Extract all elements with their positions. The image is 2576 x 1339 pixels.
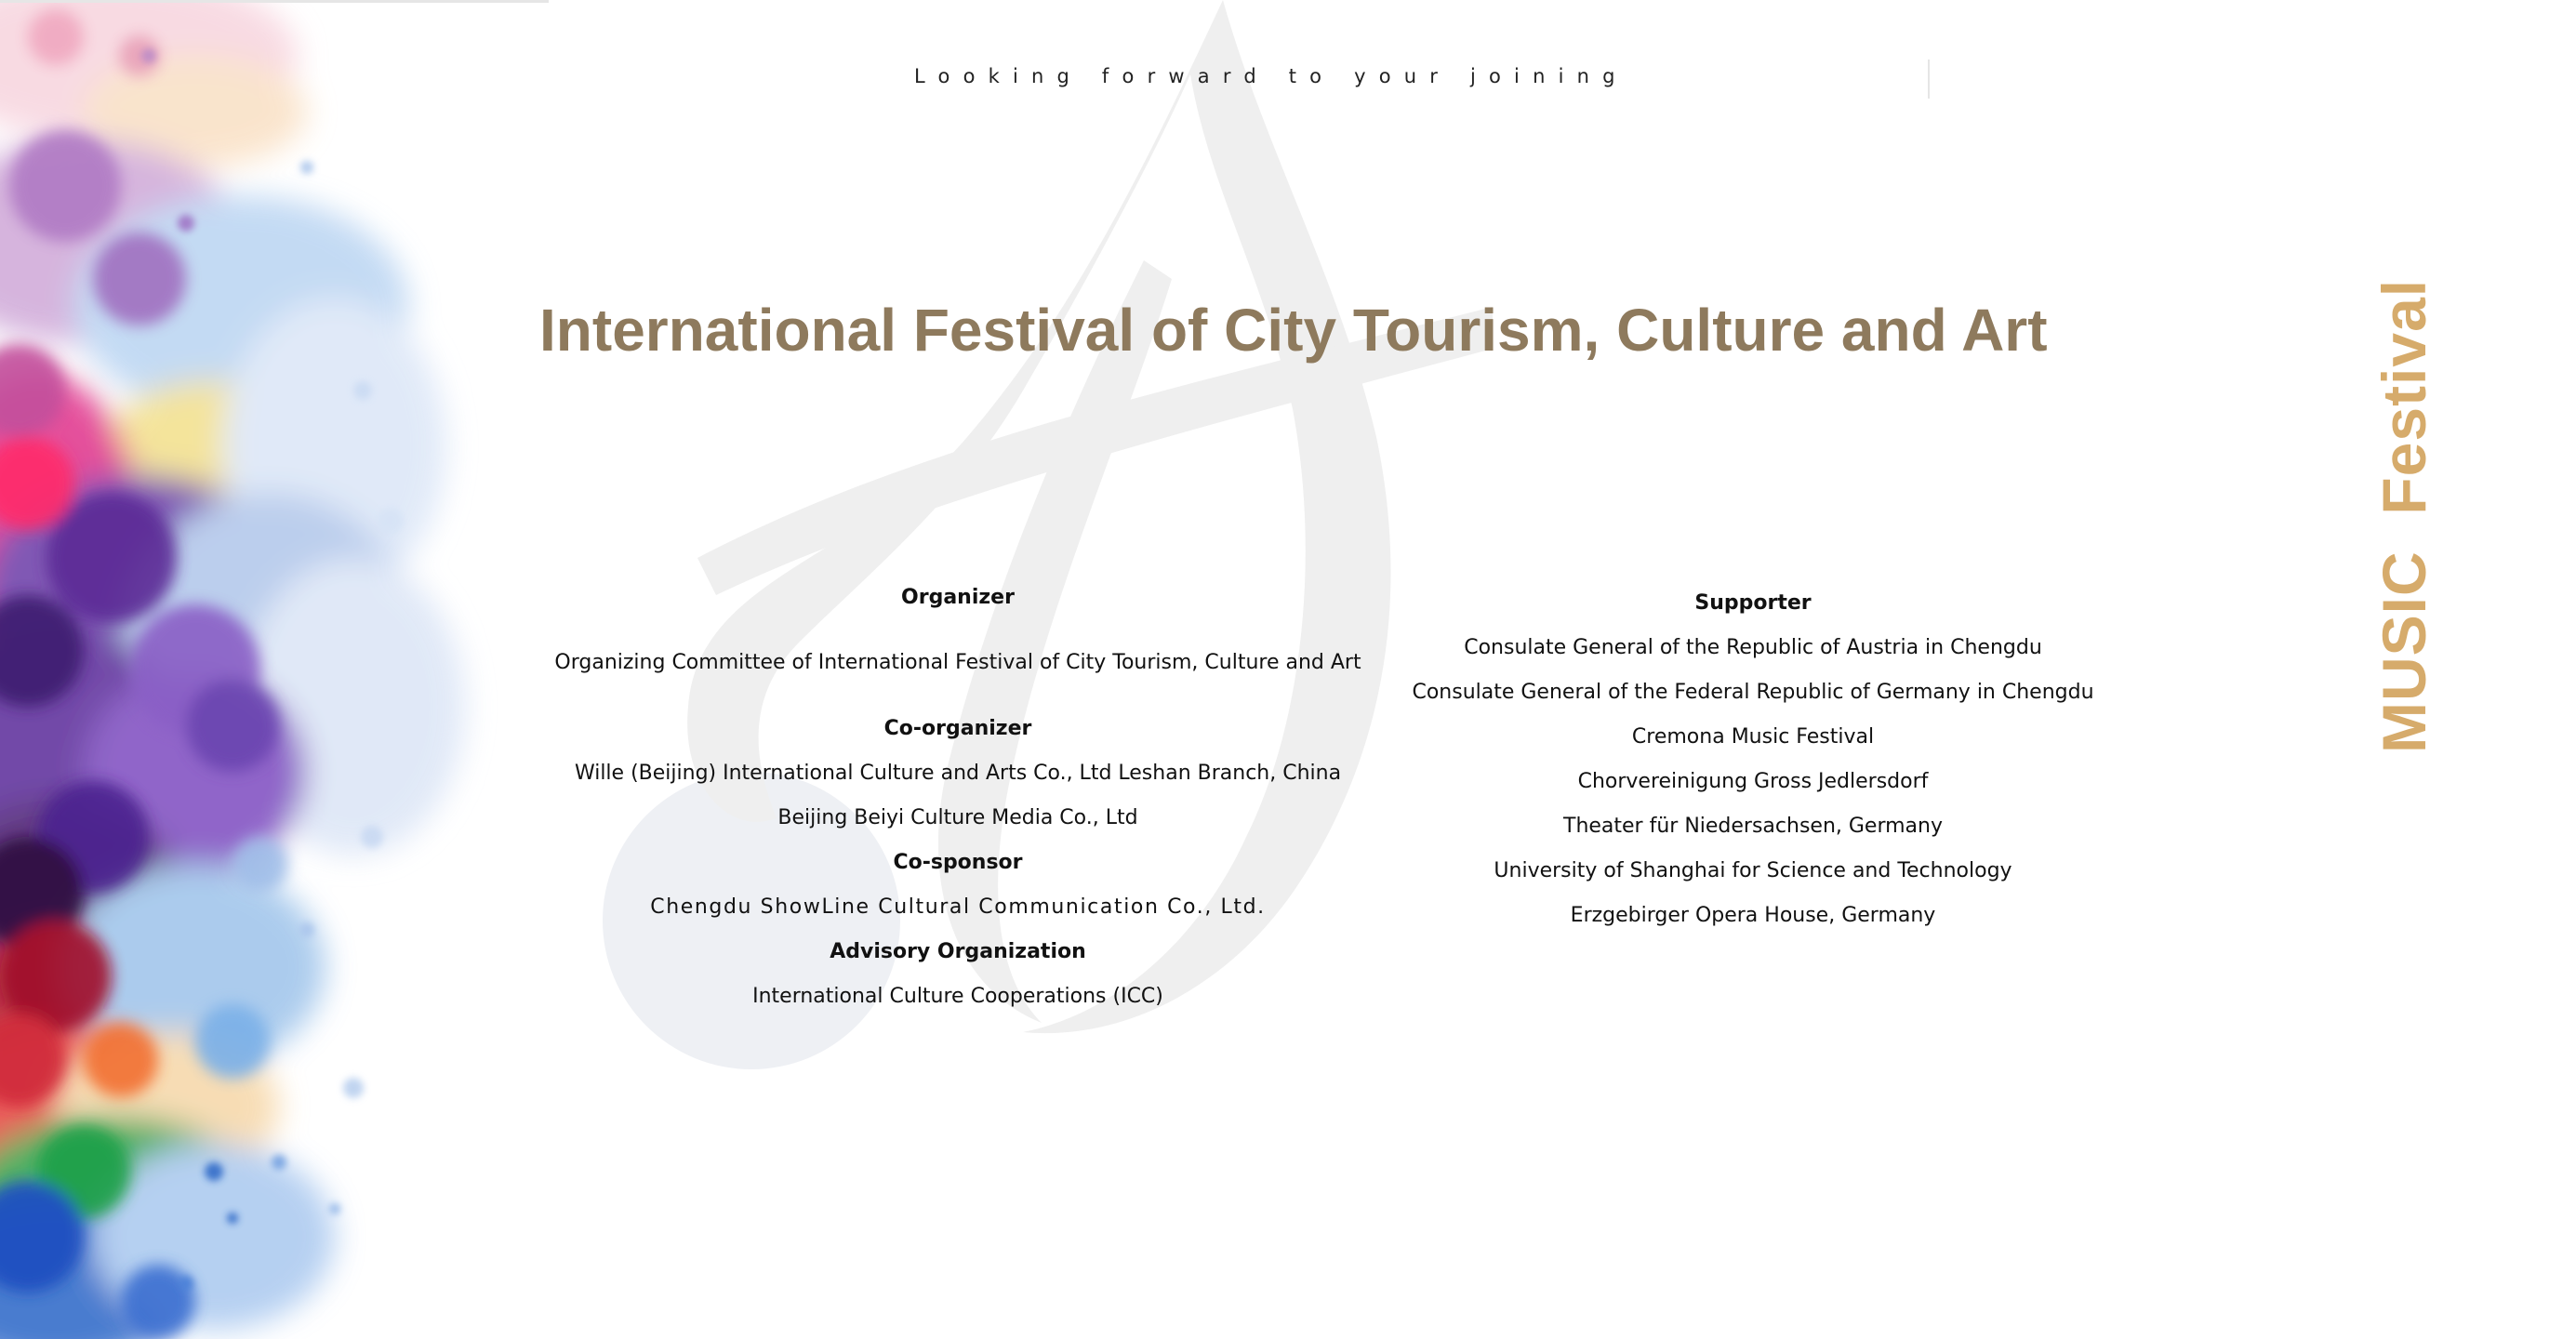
supporters-section — [1395, 0, 2576, 1339]
advisory-name: International Culture Cooperations (ICC) — [752, 985, 1163, 1008]
advisory-heading: Advisory Organization — [830, 940, 1086, 963]
co-organizer-heading: Co-organizer — [883, 717, 1032, 740]
supporter-item: Consulate General of the Federal Republic of Germany in Chengdu — [1412, 681, 2094, 704]
page-title: International Festival of City Tourism, Culture and Art — [539, 297, 2048, 364]
organizer-name: Organizing Committee of International Festival of City Tourism, Culture and Art — [554, 651, 1361, 674]
supporter-item: Chorvereinigung Gross Jedlersdorf — [1577, 770, 1929, 793]
side-title-text: MUSIC Festival — [2370, 278, 2438, 753]
supporter-item: Theater für Niedersachsen, Germany — [1563, 815, 1943, 838]
watercolor-splash-icon — [0, 0, 484, 1339]
supporter-item: Erzgebirger Opera House, Germany — [1570, 904, 1936, 927]
organizers-section — [521, 0, 1395, 1339]
top-divider-line — [0, 0, 549, 3]
co-sponsor-name: Chengdu ShowLine Cultural Communication Co., Ltd. — [650, 895, 1266, 919]
tagline: Looking forward to your joining — [914, 65, 1628, 87]
co-sponsor-heading: Co-sponsor — [893, 851, 1023, 874]
supporter-item: University of Shanghai for Science and Technology — [1494, 859, 2012, 882]
co-organizer-name: Wille (Beijing) International Culture and Arts Co., Ltd Leshan Branch, China — [574, 762, 1342, 785]
organizer-heading: Organizer — [901, 586, 1015, 609]
co-organizer-name: Beijing Beiyi Culture Media Co., Ltd — [777, 806, 1138, 829]
watercolor-splash-decoration — [0, 0, 484, 1339]
supporter-heading: Supporter — [1694, 591, 1812, 615]
supporter-item: Consulate General of the Republic of Austria in Chengdu — [1464, 636, 2042, 659]
supporter-item: Cremona Music Festival — [1631, 725, 1875, 749]
